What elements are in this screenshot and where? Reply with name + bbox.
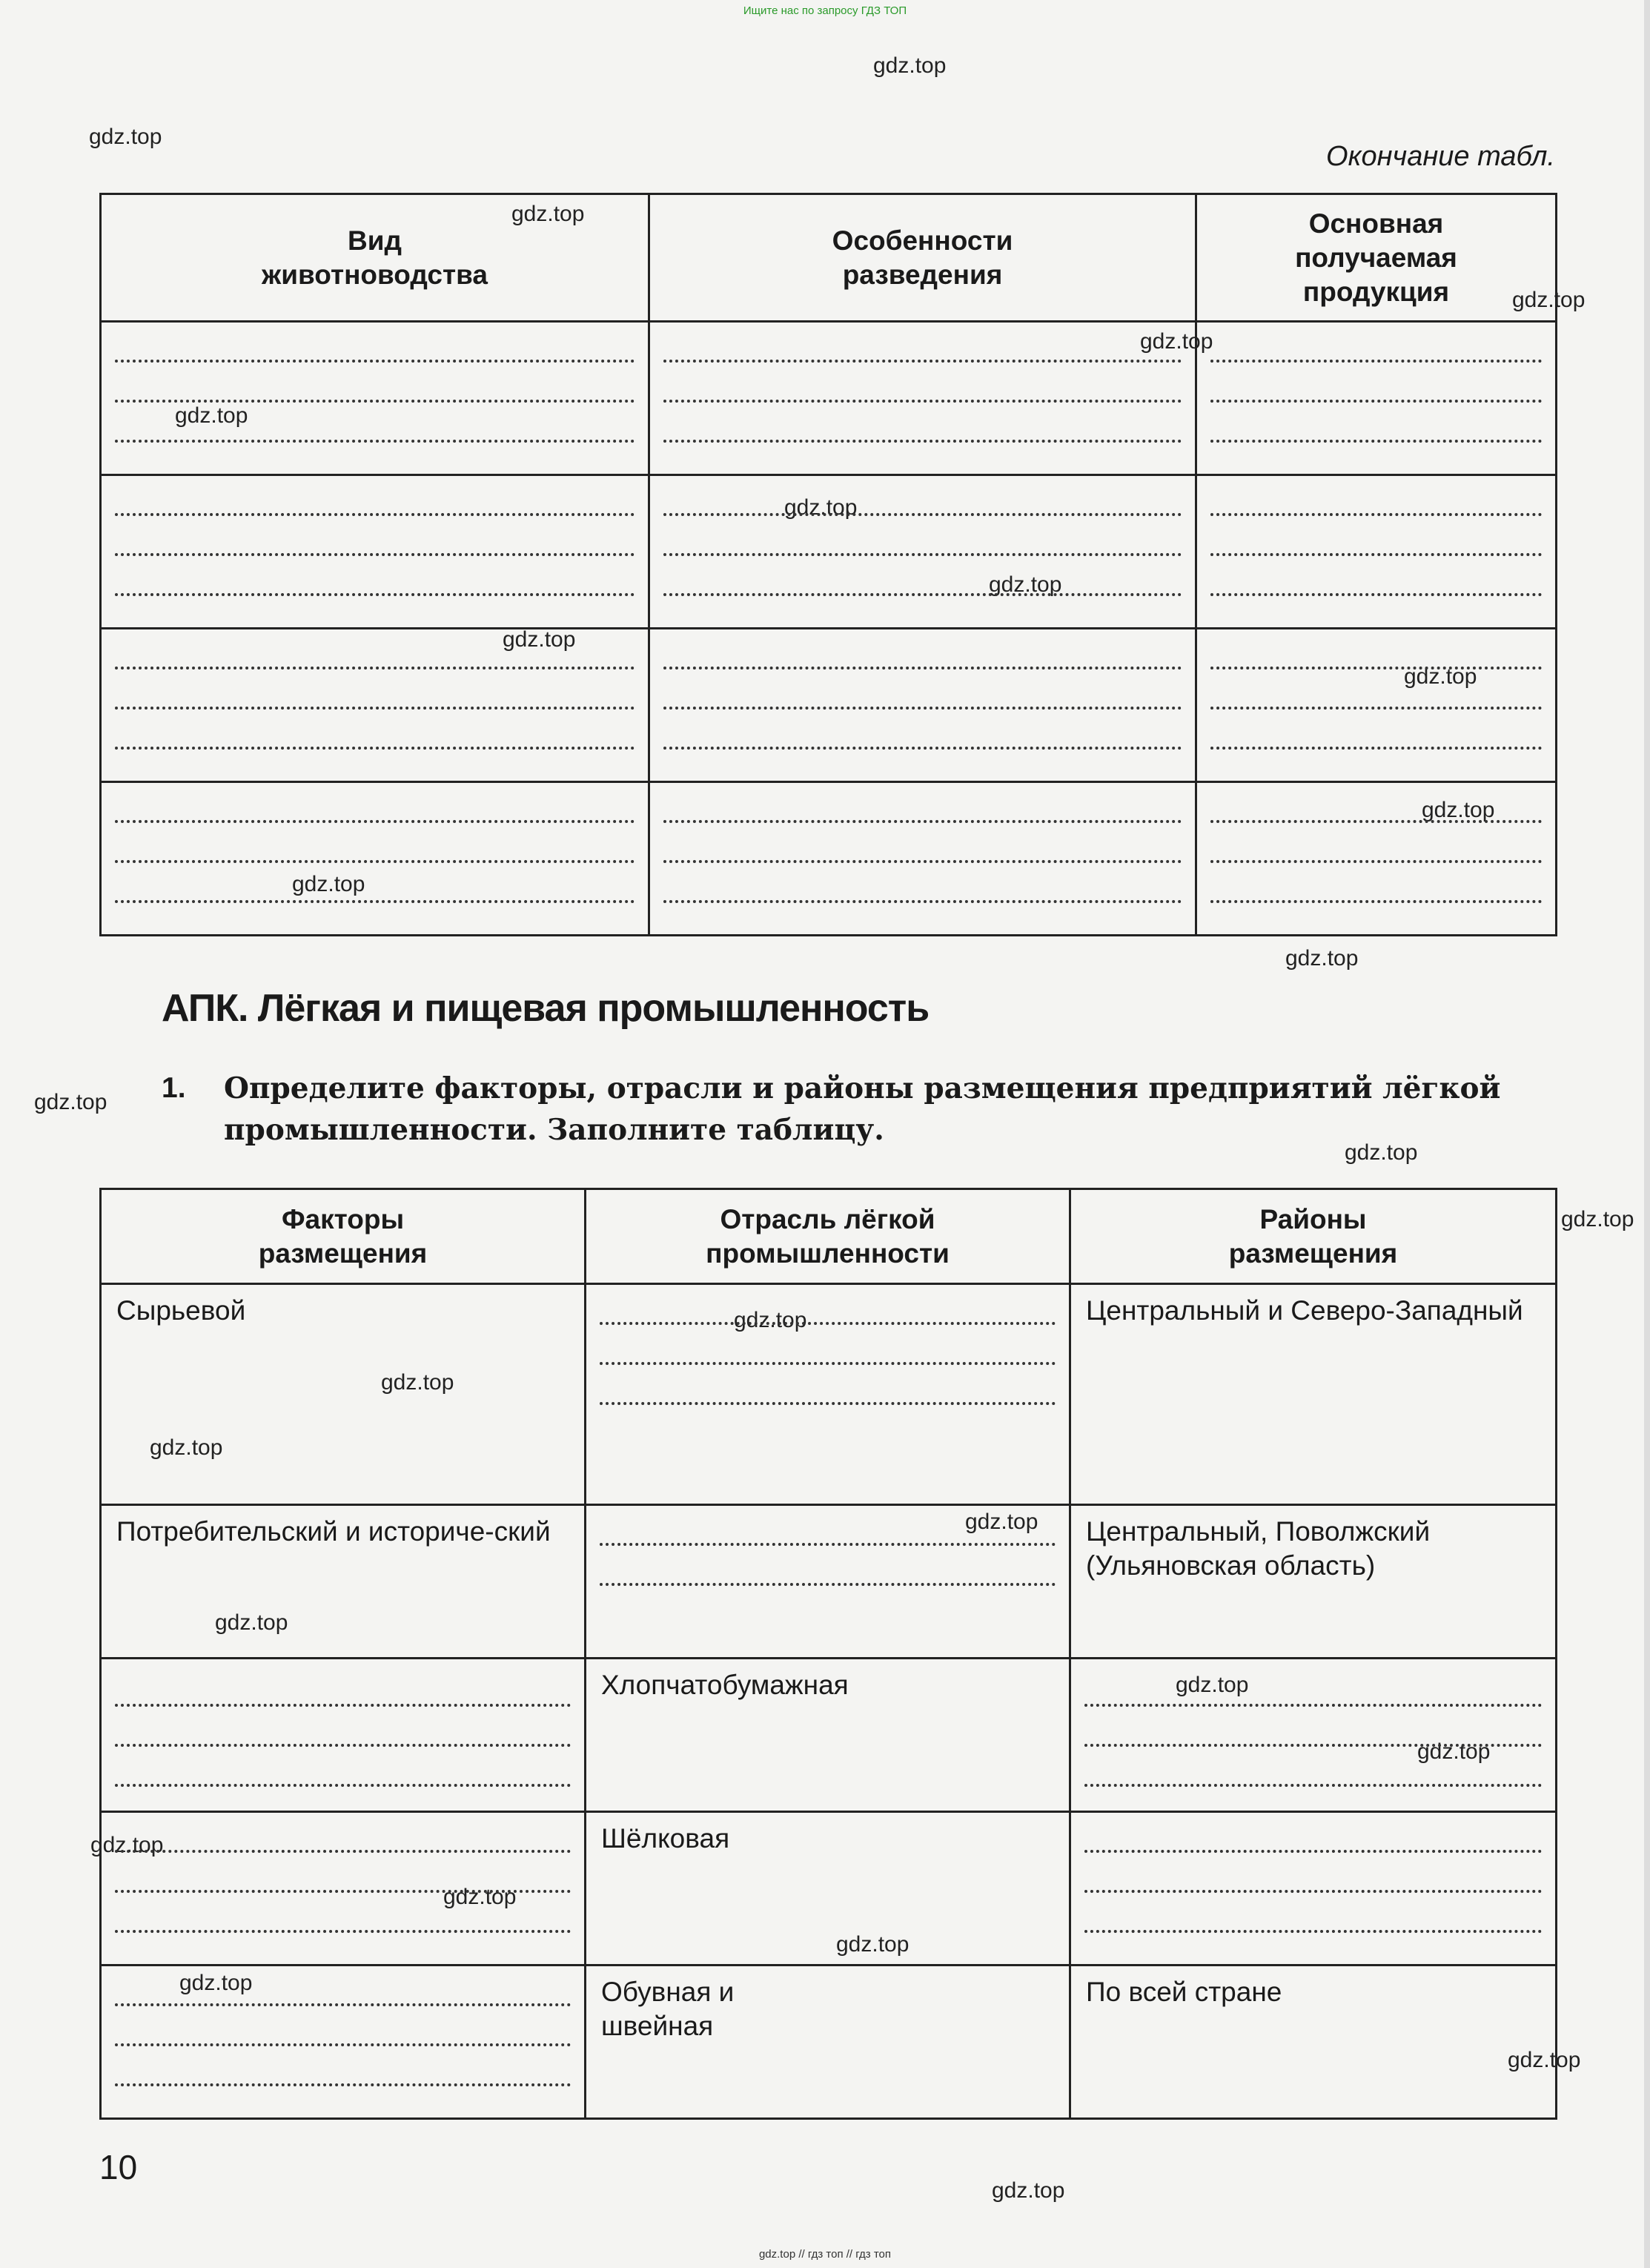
watermark: gdz.top <box>1140 329 1213 354</box>
watermark: gdz.top <box>150 1435 223 1460</box>
blank-cell[interactable] <box>1196 782 1557 936</box>
livestock-table <box>99 193 1557 936</box>
blank-cell[interactable] <box>649 629 1196 782</box>
blank-cell[interactable] <box>1196 629 1557 782</box>
task-text: Определите факторы, отрасли и районы размещения предприятий лёгкой промышленности. Заполните таблицу. <box>224 1071 1501 1147</box>
factor-text: Потребительский и историче-ский <box>116 1516 551 1547</box>
header-main-product: Основная получаемая продукция <box>1196 194 1557 322</box>
header-branch: Отрасль лёгкой промышленности <box>586 1189 1070 1284</box>
watermark: gdz.top <box>175 403 248 428</box>
factor-cell <box>101 1505 586 1659</box>
light-industry-table <box>99 1188 1557 2120</box>
watermark: gdz.top <box>1176 1673 1249 1697</box>
branch-text: Обувная и швейная <box>601 1977 735 2041</box>
factor-cell[interactable] <box>101 1966 586 2119</box>
watermark: gdz.top <box>179 1971 253 1995</box>
blank-cell[interactable] <box>101 782 649 936</box>
watermark: gdz.top <box>1512 288 1586 312</box>
watermark: gdz.top <box>992 2178 1065 2203</box>
watermark: gdz.top <box>1404 664 1477 689</box>
region-cell[interactable] <box>1070 1812 1557 1966</box>
watermark: gdz.top <box>292 872 365 896</box>
branch-text: Хлопчатобумажная <box>601 1670 849 1700</box>
header-regions: Районы размещения <box>1070 1189 1557 1284</box>
branch-cell <box>586 1966 1070 2119</box>
branch-cell <box>586 1812 1070 1966</box>
page-edge <box>1644 0 1650 2268</box>
watermark: gdz.top <box>89 125 162 149</box>
section-title: АПК. Лёгкая и пищевая промышленность <box>162 987 930 1030</box>
table-caption: Окончание табл. <box>1326 141 1555 172</box>
region-text: По всей стране <box>1086 1977 1282 2007</box>
watermark: gdz.top <box>1561 1207 1634 1231</box>
watermark: gdz.top <box>784 495 858 520</box>
bottom-note: gdz.top // гдз топ // гдз топ <box>758 2248 892 2261</box>
blank-cell[interactable] <box>101 629 649 782</box>
region-cell <box>1070 1966 1557 2119</box>
watermark: gdz.top <box>836 1932 910 1957</box>
blank-cell[interactable] <box>101 322 649 475</box>
watermark: gdz.top <box>34 1090 107 1114</box>
watermark: gdz.top <box>965 1510 1038 1534</box>
blank-cell[interactable] <box>649 475 1196 629</box>
header-livestock-type: Вид животноводства <box>101 194 649 322</box>
watermark: gdz.top <box>503 627 576 652</box>
watermark: gdz.top <box>443 1885 517 1909</box>
blank-cell[interactable] <box>649 322 1196 475</box>
factor-cell[interactable] <box>101 1812 586 1966</box>
watermark: gdz.top <box>873 53 947 78</box>
watermark: gdz.top <box>1345 1140 1418 1165</box>
page-number: 10 <box>99 2148 138 2186</box>
region-cell <box>1070 1505 1557 1659</box>
blank-cell[interactable] <box>649 782 1196 936</box>
watermark: gdz.top <box>1285 946 1359 971</box>
watermark: gdz.top <box>381 1370 454 1395</box>
region-text: Центральный, Поволжский (Ульяновская область) <box>1086 1516 1431 1581</box>
watermark: gdz.top <box>1422 798 1495 822</box>
factor-cell[interactable] <box>101 1659 586 1812</box>
branch-cell[interactable] <box>586 1505 1070 1659</box>
watermark: gdz.top <box>734 1308 807 1332</box>
watermark: gdz.top <box>511 202 585 226</box>
factor-cell <box>101 1284 586 1505</box>
branch-cell <box>586 1659 1070 1812</box>
region-cell[interactable] <box>1070 1659 1557 1812</box>
task-number: 1. <box>162 1072 186 1104</box>
factor-text: Сырьевой <box>116 1295 246 1326</box>
top-note: Ищите нас по запросу ГДЗ ТОП <box>743 4 907 17</box>
header-factors: Факторы размещения <box>101 1189 586 1284</box>
watermark: gdz.top <box>1508 2048 1581 2072</box>
region-text: Центральный и Северо-Западный <box>1086 1295 1523 1326</box>
watermark: gdz.top <box>215 1610 288 1635</box>
header-breeding-features: Особенности разведения <box>649 194 1196 322</box>
blank-cell[interactable] <box>1196 475 1557 629</box>
blank-cell[interactable] <box>1196 322 1557 475</box>
branch-text: Шёлковая <box>601 1823 730 1854</box>
watermark: gdz.top <box>1417 1739 1491 1764</box>
branch-cell[interactable] <box>586 1284 1070 1505</box>
region-cell <box>1070 1284 1557 1505</box>
blank-cell[interactable] <box>101 475 649 629</box>
watermark: gdz.top <box>90 1833 164 1857</box>
watermark: gdz.top <box>989 572 1062 597</box>
